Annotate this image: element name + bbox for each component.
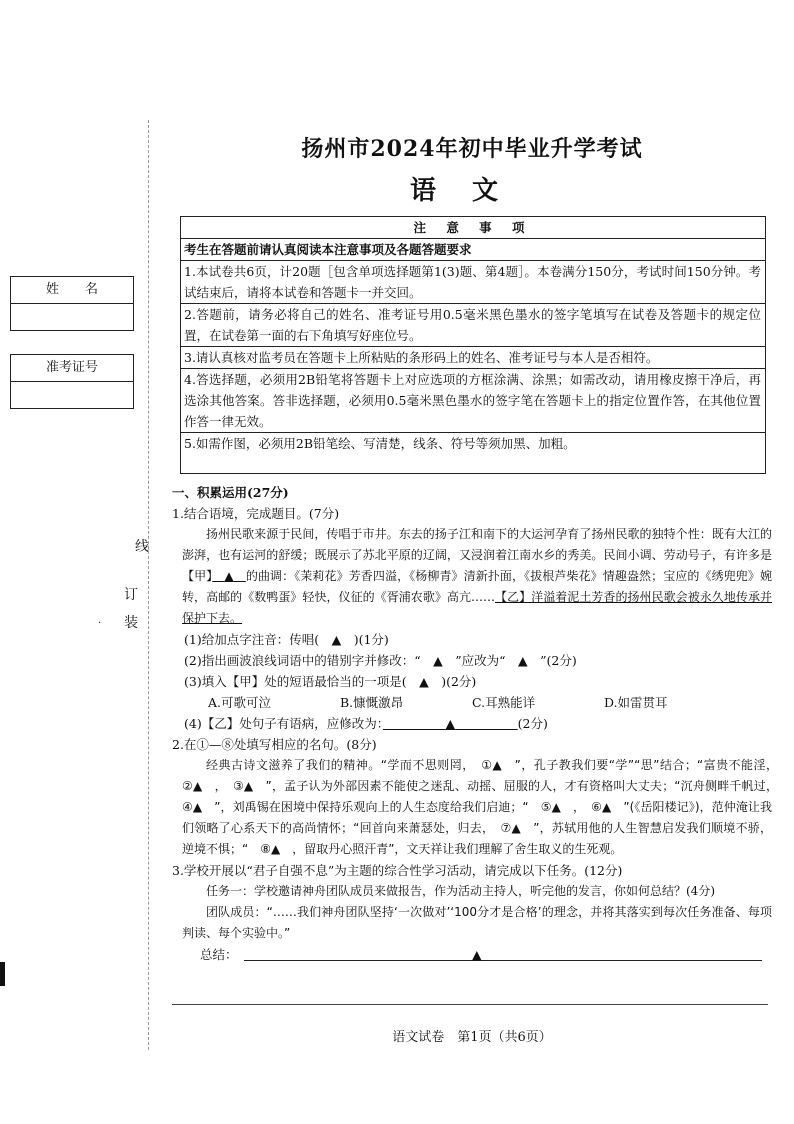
subject-title: 语文 [409,176,534,206]
q3-task1: 任务一：学校邀请神舟团队成员来做报告，作为活动主持人，听完他的发言，你如何总结？(4分) [206,884,716,898]
q1-sub4-blank-mark: ▲ [445,716,456,731]
q1-blank-jia-mark: ▲ [224,569,234,583]
q1-passage-a: 扬州民歌来源于民间，传唱于市井。东去的扬子江和南下的大运河孕育了扬州民歌的独特个性：既有大江的澎湃，也有运河的舒缓；既展示了苏北平原的辽阔，又浸润着江南水乡的秀美。民间小调、劳动号子，有许多是【甲】 [182,527,772,583]
q1-sub4-score: (2分) [517,716,548,731]
summary-answer-line[interactable] [244,960,762,961]
binding-mark-ding: 订 [124,587,138,603]
edge-mark [0,962,5,986]
option-b[interactable]: B.慷慨激昂 [340,695,404,710]
option-c[interactable]: C.耳熟能详 [472,695,536,710]
notice-box [180,216,766,474]
q1-sub1: (1)给加点字注音：传唱( ▲ )(1分) [184,632,389,647]
name-field[interactable] [11,304,133,330]
binding-mark-line: 线 [135,539,149,555]
ticket-label: 准考证号 [11,355,133,382]
binding-mark-zhuang: 装 [124,615,138,631]
q2-stem: 2.在①—⑧处填写相应的名句。(8分) [172,737,377,752]
q1-passage-b: 的曲调：《茉莉花》芳香四溢，《杨柳青》清新扑面，《拔根芦柴花》情趣盎然；宝应的《绣兜兜》婉转，高邮的《数鸭蛋》轻快，仪征的《胥浦农歌》高亢…… [182,569,772,604]
page-footer: 语文试卷 第1页（共6页） [392,1030,552,1045]
notice-heading: 注 意 事 项 [181,217,765,239]
exam-title: 扬州市2024年初中毕业升学考试 [301,136,643,162]
notice-item: 1.本试卷共6页，计20题［包含单项选择题第1(3)题、第4题］。本卷满分150分，考试时间150分钟。考试结束后，请将本试卷和答题卡一并交回。 [181,261,765,304]
name-box [10,276,134,331]
q1-sub4-answer[interactable] [383,716,518,731]
option-a[interactable]: A.可歌可泣 [208,695,272,710]
binding-dot: · [98,618,102,629]
q1-sub4 [172,713,772,734]
summary-label: 总结： [200,947,238,962]
ticket-box [10,354,134,409]
q1-passage [172,524,772,629]
summary-blank-mark: ▲ [472,947,482,962]
q1-sub2: (2)指出画波浪线词语中的错别字并修改：“ ▲ ”应改为“ ▲ ”(2分) [184,653,577,668]
question-content [172,482,785,966]
q1-sub4-text: (4)【乙】处句子有语病，应修改为： [184,716,383,731]
q3-summary [172,944,772,966]
notice-item: 4.答选择题，必须用2B铅笔将答题卡上对应选项的方框涂满、涂黑；如需改动，请用橡皮擦干净后，再选涂其他答案。答非选择题，必须用0.5毫米黑色墨水的签字笔在答题卡上的指定位置作答，在其他位置作答一律无效。 [181,369,765,433]
footer-rule [172,1004,768,1005]
binding-dashed-line [148,120,149,1050]
notice-subheading: 考生在答题前请认真阅读本注意事项及各题答题要求 [181,239,765,261]
name-label: 姓 名 [11,277,133,304]
q1-sub3: (3)填入【甲】处的短语最恰当的一项是( ▲ )(2分) [184,674,477,689]
ticket-field[interactable] [11,382,133,408]
q3-stem: 3.学校开展以“君子自强不息”为主题的综合性学习活动，请完成以下任务。(12分) [172,863,623,878]
section-heading: 一、积累运用(27分) [172,485,289,500]
option-d[interactable]: D.如雷贯耳 [604,695,668,710]
q3-member-speech: 团队成员：“……我们神舟团队坚持‘一次做对’‘100分才是合格’的理念，并将其落实到每次任务准备、每项判读、每个实验中。” [182,905,772,940]
q1-passage-c: 【乙】洋溢着泥土芳香的扬州民歌会被永久地传承并保护下去。 [182,590,772,625]
binding-strip [0,0,150,1124]
q2-passage: 经典古诗文滋养了我们的精神。“学而不思则罔， ①▲ ”，孔子教我们要“学”“思”结合；“富贵不能淫， ②▲ ， ③▲ ”，孟子认为外部因素不能使之迷乱、动摇、屈服的人，才有资格叫大丈夫；“沉舟侧畔千帆过， ④▲ ”，刘禹锡在困境中保持乐观向上的人生态度给我们启迪；“ ⑤▲ ， ⑥▲ ”(《岳阳楼记》)，范仲淹让我们领略了心系天下的高尚情怀；“回首向来萧瑟处，归去， ⑦▲ ”，苏轼用他的人生智慧启发我们顺境不骄，逆境不惧；“ ⑧▲ ，留取丹心照汗青”，文天祥让我们理解了舍生取义的生死观。 [182,758,785,856]
notice-item: 3.请认真核对监考员在答题卡上所粘贴的条形码上的姓名、准考证号与本人是否相符。 [181,347,765,369]
q1-stem: 1.结合语境，完成题目。(7分) [172,506,340,521]
notice-item: 5.如需作图，必须用2B铅笔绘、写清楚，线条、符号等须加黑、加粗。 [184,436,576,451]
notice-item: 2.答题前，请务必将自己的姓名、准考证号用0.5毫米黑色墨水的签字笔填写在试卷及答题卡的规定位置，在试卷第一面的右下角填写好座位号。 [181,304,765,347]
q1-options [172,692,772,713]
q1-blank-jia[interactable] [212,569,246,583]
